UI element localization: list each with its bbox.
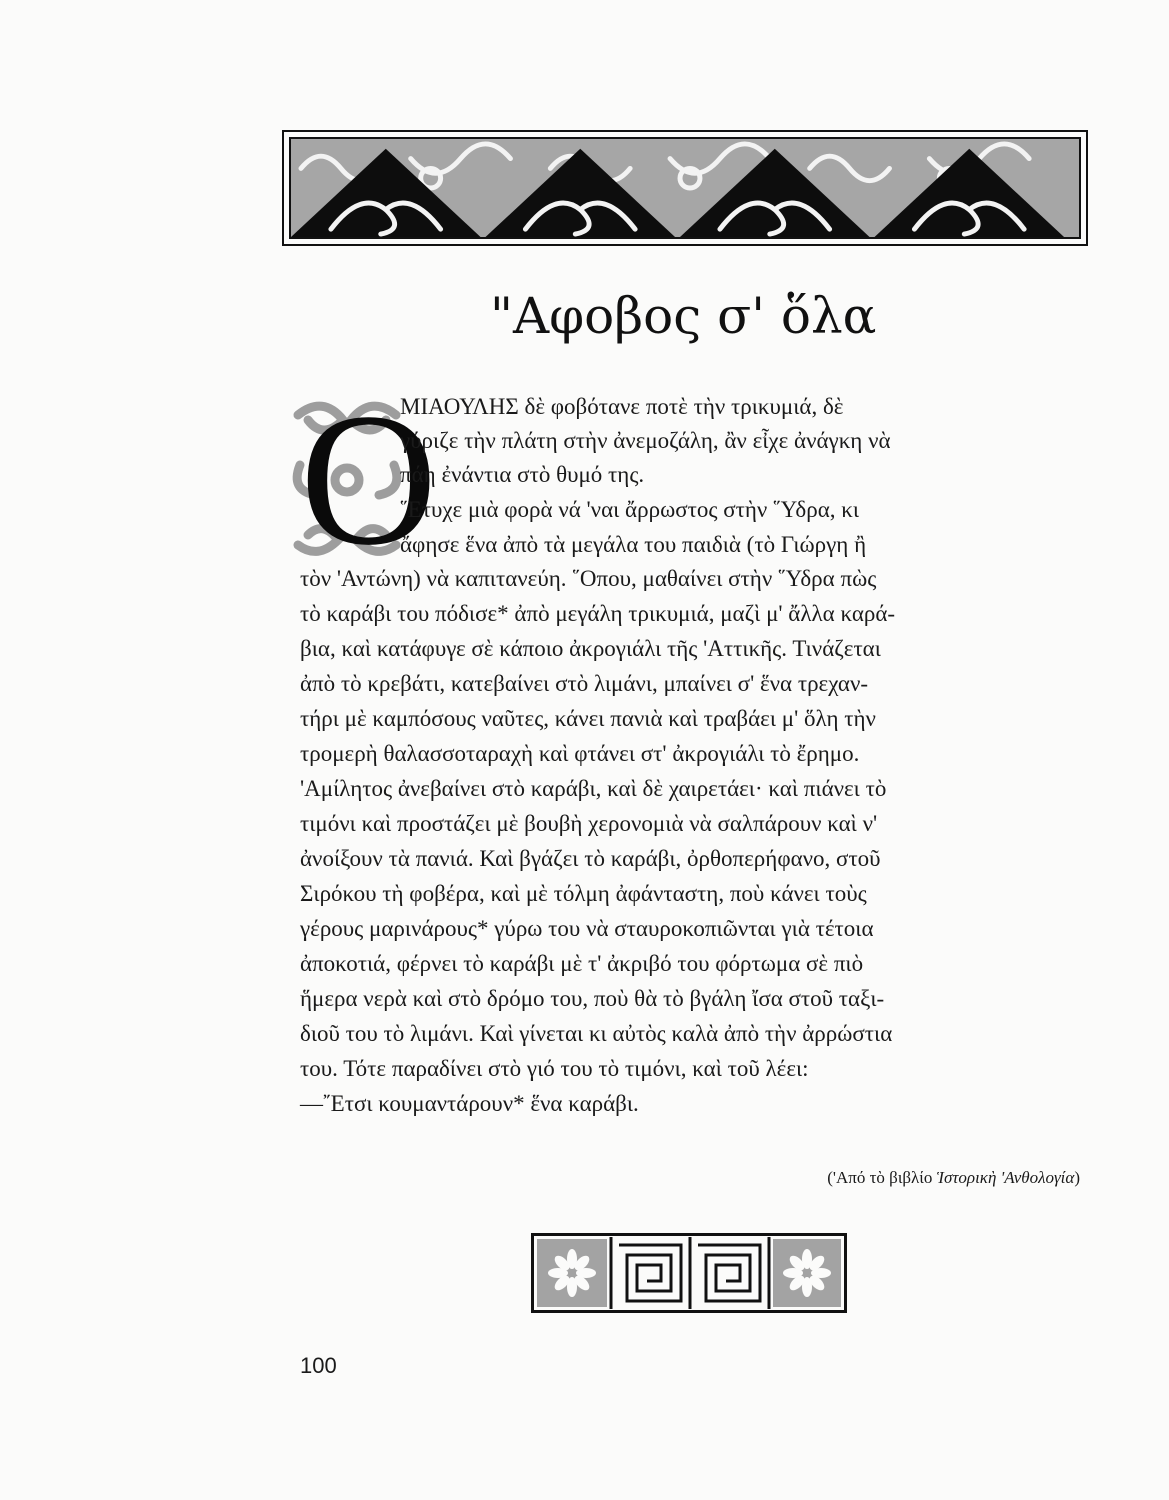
source-prefix: ('Από τὸ βιβλίο: [827, 1168, 937, 1187]
text-line: του. Τότε παραδίνει στὸ γιό του τὸ τιμόνι, καὶ τοῦ λέει:: [300, 1056, 809, 1081]
text-line: ἀπὸ τὸ κρεβάτι, κατεβαίνει στὸ λιμάνι, μπαίνει σ' ἕνα τρεχαν-: [300, 671, 869, 696]
ornament-pattern: [291, 139, 1079, 237]
text-line: τρομερὴ θαλασσοταραχὴ καὶ φτάνει στ' ἀκρογιάλι τὸ ἔρημο.: [300, 741, 860, 766]
text-line: τὸν 'Αντώνη) νὰ καπιτανεύη. ῞Οπου, μαθαίνει στὴν ῞Υδρα πὼς: [300, 566, 877, 591]
top-ornamental-border: [282, 130, 1088, 246]
source-book-title: Ἱστορικὴ 'Ανθολογία: [936, 1168, 1075, 1187]
source-citation: [700, 1168, 1080, 1188]
bottom-ornamental-border: [531, 1233, 847, 1313]
text-line: ΜΙΑΟΥΛΗΣ δὲ φοβότανε ποτὲ τὴν τρικυμιά, δὲ: [400, 394, 844, 419]
text-line: γύριζε τὴν πλάτη στὴν ἀνεμοζάλη, ἂν εἶχε ἀνάγκη νὰ: [400, 428, 891, 453]
text-line: ἀποκοτιά, φέρνει τὸ καράβι μὲ τ' ἀκριβό του φόρτωμα σὲ πιὸ: [300, 951, 864, 976]
text-line: πάη ἐνάντια στὸ θυμό της.: [400, 462, 645, 487]
text-line: ῞Ετυχε μιὰ φορὰ νά 'ναι ἄρρωστος στὴν ῞Υδρα, κι: [400, 497, 860, 522]
text-line: 'Αμίλητος ἀνεβαίνει στὸ καράβι, καὶ δὲ χαιρετάει· καὶ πιάνει τὸ: [300, 776, 887, 801]
text-line: διοῦ του τὸ λιμάνι. Καὶ γίνεται κι αὐτὸς καλὰ ἀπὸ τὴν ἀρρώστια: [300, 1021, 893, 1046]
meander-flower-pattern: [531, 1233, 847, 1313]
text-line: —῎Ετσι κουμαντάρουν* ἕνα καράβι.: [300, 1091, 639, 1116]
text-line: τήρι μὲ καμπόσους ναῦτες, κάνει πανιὰ καὶ τραβάει μ' ὅλη τὴν: [300, 706, 876, 731]
page-title: "Αφοβος σ' ὅλα: [490, 287, 877, 345]
text-line: τὸ καράβι του πόδισε* ἀπὸ μεγάλη τρικυμιά, μαζὶ μ' ἄλλα καρά-: [300, 601, 896, 626]
page-number: 100: [300, 1353, 337, 1378]
text-line: ἀνοίξουν τὰ πανιά. Καὶ βγάζει τὸ καράβι, ὀρθοπερήφανο, στοῦ: [300, 846, 881, 871]
text-line: Σιρόκου τὴ φοβέρα, καὶ μὲ τόλμη ἀφάνταστη, ποὺ κάνει τοὺς: [300, 881, 867, 906]
source-suffix: ): [1074, 1168, 1080, 1187]
text-line: ἥμερα νερὰ καὶ στὸ δρόμο του, ποὺ θὰ τὸ βγάλη ἴσα στοῦ ταξι-: [300, 986, 885, 1011]
text-line: ἄφησε ἕνα ἀπὸ τὰ μεγάλα του παιδιὰ (τὸ Γιώργη ἢ: [400, 532, 867, 557]
drop-cap-letter: Ο: [300, 375, 438, 585]
text-line: γέρους μαρινάρους* γύρω του νὰ σταυροκοπιῶνται γιὰ τέτοια: [300, 916, 874, 941]
text-line: βια, καὶ κατάφυγε σὲ κάποιο ἀκρογιάλι τῆς 'Αττικῆς. Τινάζεται: [300, 636, 881, 661]
text-line: τιμόνι καὶ προστάζει μὲ βουβὴ χερονομιὰ νὰ σαλπάρουν καὶ ν': [300, 811, 878, 836]
